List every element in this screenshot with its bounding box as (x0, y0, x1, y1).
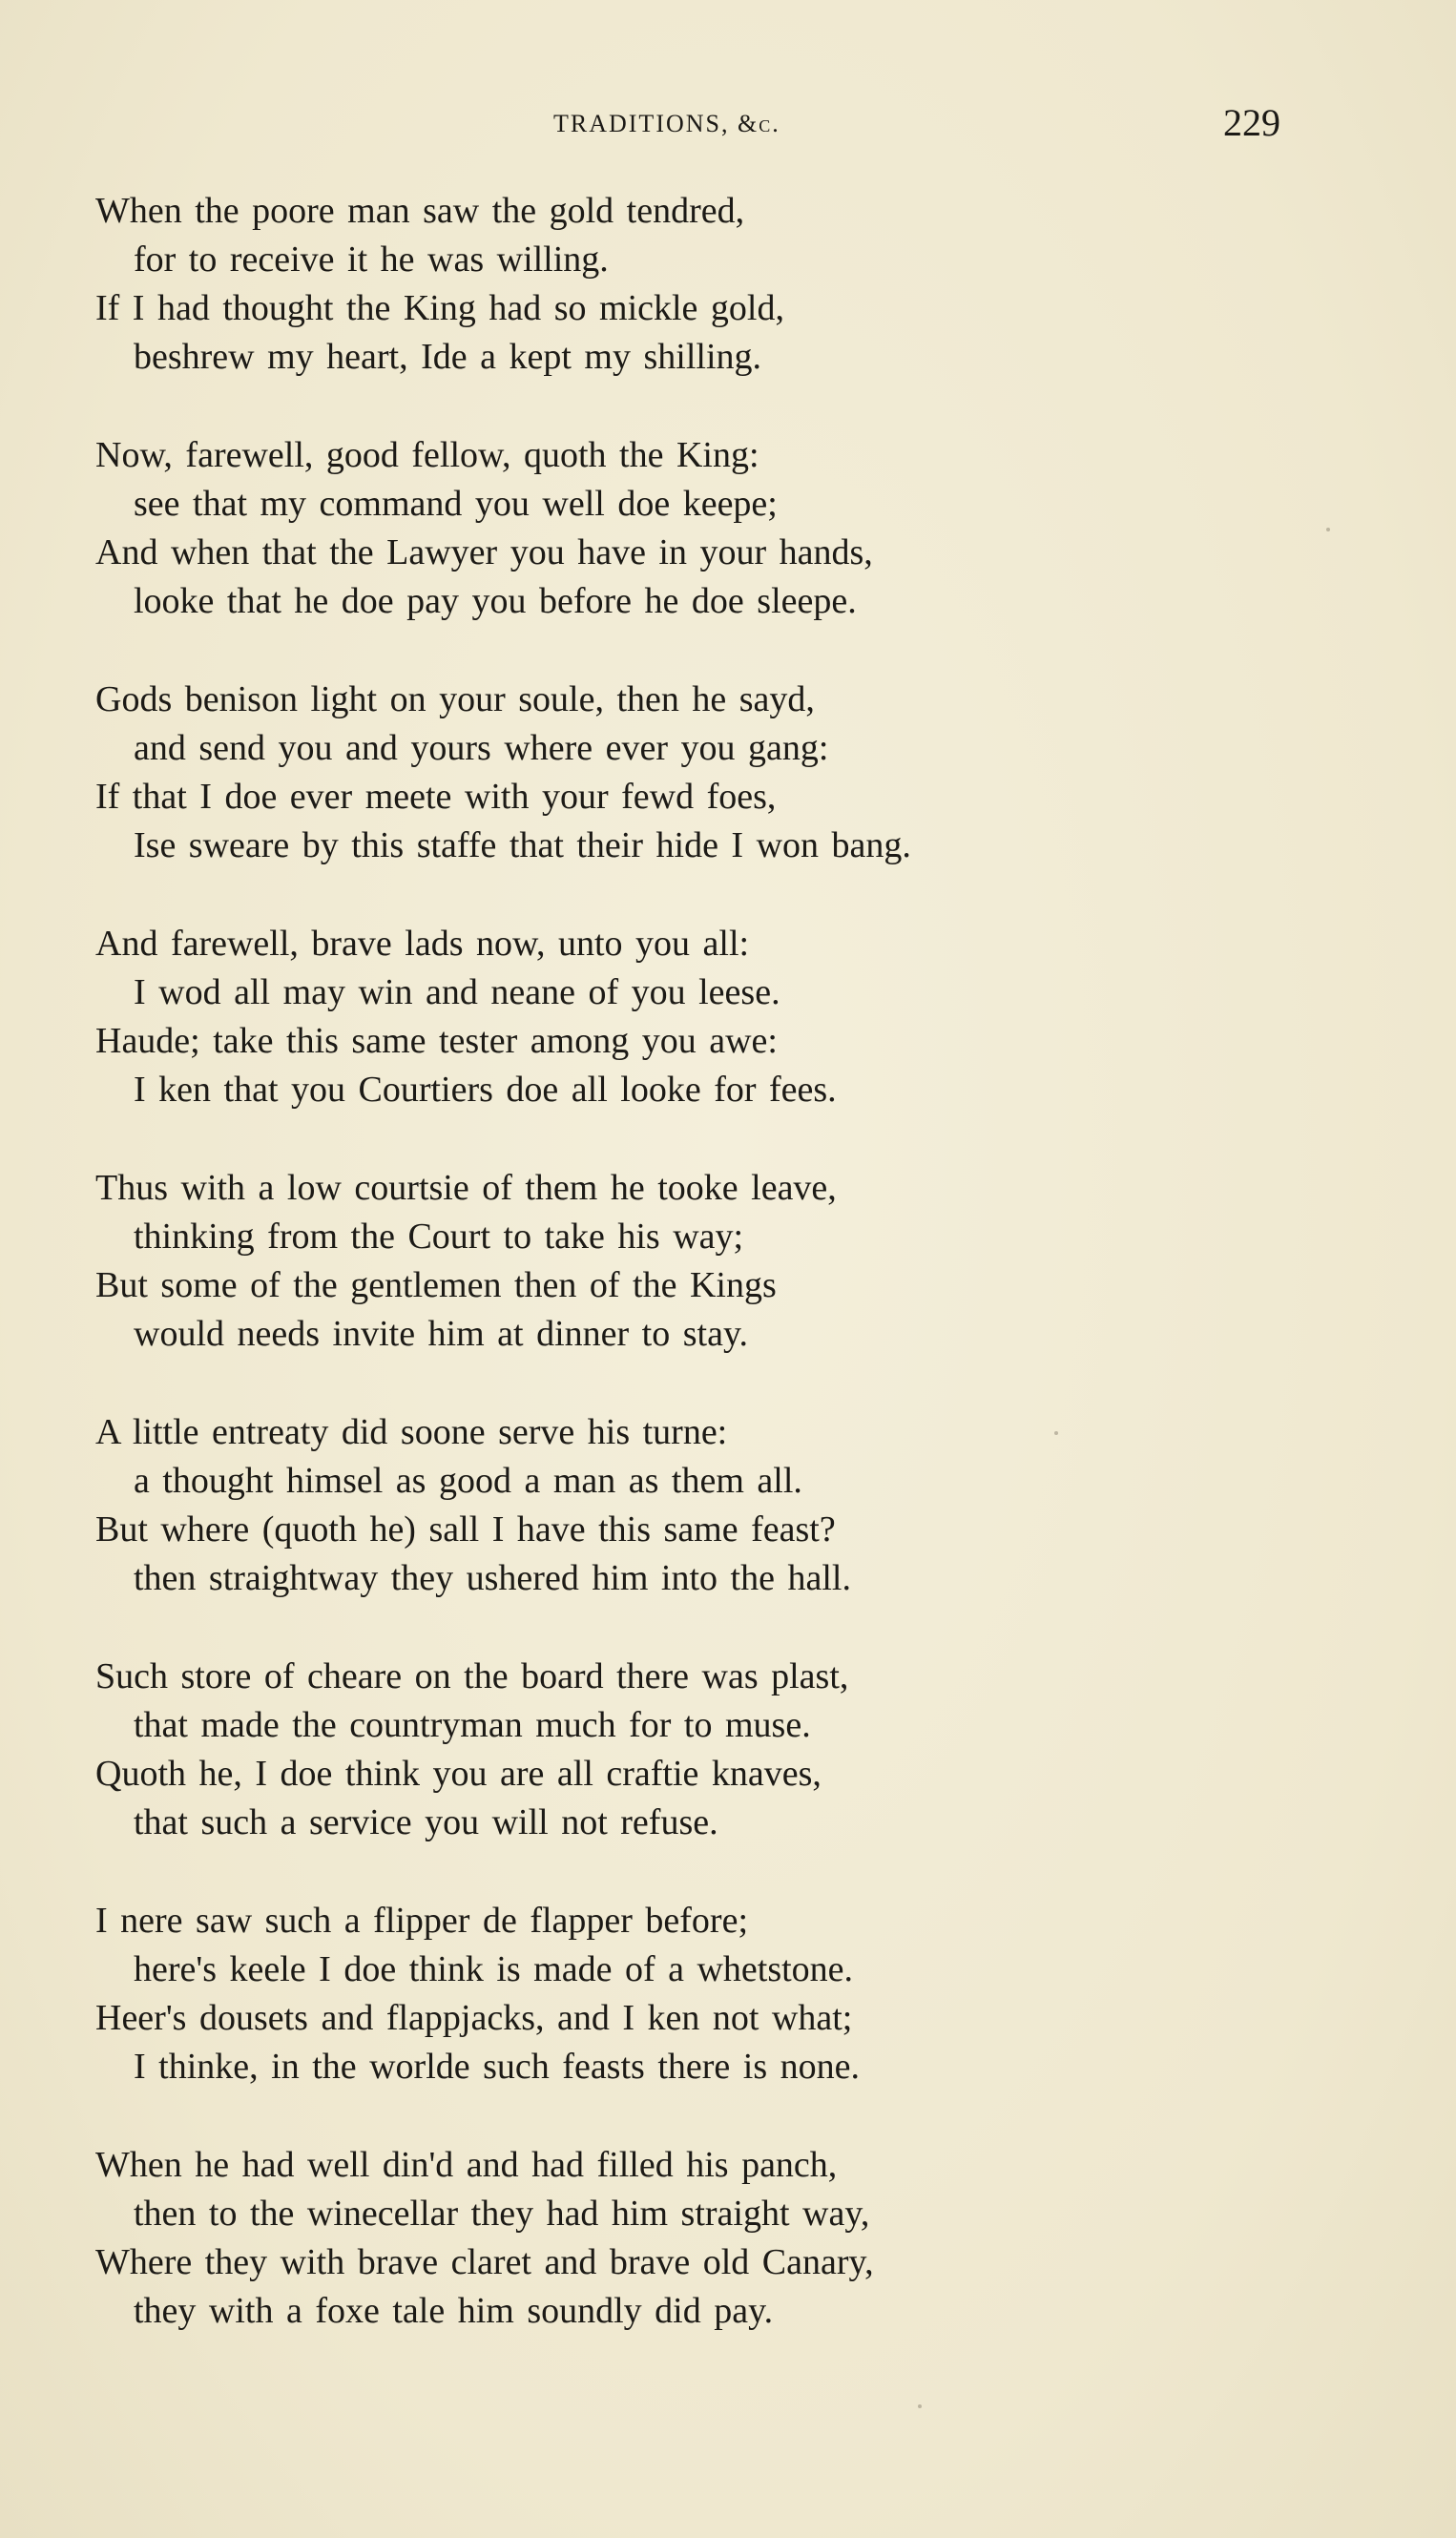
poem-line: I wod all may win and neane of you leese. (134, 972, 780, 1012)
poem-line: for to receive it he was willing. (134, 239, 609, 280)
poem-line: I thinke, in the worlde such feasts there is none. (134, 2047, 860, 2087)
running-head: TRADITIONS, &c. (553, 110, 780, 137)
poem-line: Quoth he, I doe think you are all craftie knaves, (95, 1754, 822, 1794)
stanza (95, 1408, 1431, 1603)
stanza (95, 2141, 1431, 2336)
poem-line: then to the winecellar they had him straight way, (134, 2194, 870, 2234)
paper-speck (1054, 1431, 1058, 1435)
poem-line: see that my command you well doe keepe; (134, 484, 778, 524)
poem-line: that such a service you will not refuse. (134, 1802, 718, 1842)
stanza (95, 1653, 1431, 1847)
poem-line: I ken that you Courtiers doe all looke for fees. (134, 1070, 837, 1110)
page-number: 229 (1223, 101, 1280, 144)
poem-line: Such store of cheare on the board there was plast, (95, 1656, 849, 1696)
poem-line: here's keele I doe think is made of a whetstone. (134, 1949, 854, 1989)
poem-line: If that I doe ever meete with your fewd foes, (95, 777, 777, 817)
poem-line: they with a foxe tale him soundly did pay. (134, 2291, 774, 2331)
poem-line: beshrew my heart, Ide a kept my shilling. (134, 337, 762, 377)
stanza (95, 431, 1431, 626)
poem-line: But where (quoth he) sall I have this same feast? (95, 1509, 836, 1550)
poem-line: When the poore man saw the gold tendred, (95, 191, 745, 231)
poem-line: then straightway they ushered him into the hall. (134, 1558, 851, 1598)
poem-line: thinking from the Court to take his way; (134, 1217, 744, 1257)
poem-line: Ise sweare by this staffe that their hide I won bang. (134, 825, 911, 865)
poem-line: looke that he doe pay you before he doe sleepe. (134, 581, 857, 621)
paper-speck (918, 2404, 922, 2408)
poem-line: When he had well din'd and had filled his panch, (95, 2145, 838, 2185)
stanza (95, 676, 1431, 870)
poem-line: But some of the gentlemen then of the Kings (95, 1265, 777, 1305)
paper-speck (1326, 528, 1330, 531)
poem-line: If I had thought the King had so mickle gold, (95, 288, 784, 328)
poem-line: Heer's dousets and flappjacks, and I ken not what; (95, 1998, 853, 2038)
poem-line: Gods benison light on your soule, then he sayd, (95, 679, 815, 719)
poem-line: Haude; take this same tester among you awe: (95, 1021, 778, 1061)
poem-line: Now, farewell, good fellow, quoth the King: (95, 435, 759, 475)
poem-line: Thus with a low courtsie of them he tooke leave, (95, 1168, 837, 1208)
poem-line: And farewell, brave lads now, unto you all: (95, 924, 750, 964)
poem-line: And when that the Lawyer you have in your hands, (95, 532, 873, 572)
stanza (95, 187, 1431, 382)
poem-line: that made the countryman much for to muse. (134, 1705, 811, 1745)
page-header (0, 100, 1456, 157)
stanza (95, 1164, 1431, 1359)
poem-body (95, 187, 1431, 2385)
poem-line: a thought himsel as good a man as them all. (134, 1461, 802, 1501)
poem-line: and send you and yours where ever you gang: (134, 728, 829, 768)
stanza (95, 1897, 1431, 2091)
poem-line: Where they with brave claret and brave old Canary, (95, 2242, 874, 2282)
poem-line: would needs invite him at dinner to stay. (134, 1314, 748, 1354)
poem-line: I nere saw such a flipper de flapper before; (95, 1901, 749, 1941)
poem-line: A little entreaty did soone serve his turne: (95, 1412, 728, 1452)
stanza (95, 920, 1431, 1114)
